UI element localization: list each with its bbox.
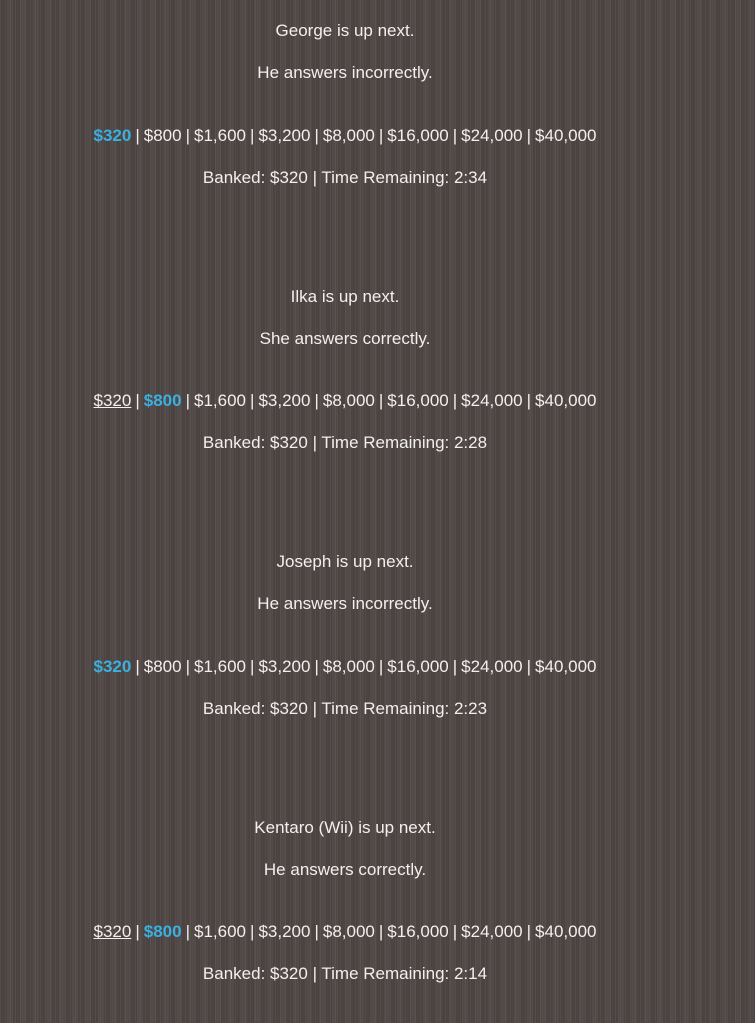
ladder-amount-banked: $320 [93,391,132,410]
ladder-separator: | [452,126,458,145]
ladder-amount-normal: $1,600 [194,657,247,676]
ladder-amount-normal: $24,000 [461,391,523,410]
ladder-amount-normal: $16,000 [387,126,449,145]
up-next-text: Joseph is up next. [276,552,414,571]
ladder-amount-normal: $1,600 [194,391,247,410]
answer-result-text: He answers correctly. [263,860,427,879]
ladder-amount-normal: $3,200 [258,126,311,145]
ladder-amount-normal: $40,000 [535,657,597,676]
banked-status: Banked: $320 | Time Remaining: 2:28 [202,433,488,452]
ladder-amount-normal: $24,000 [461,126,523,145]
ladder-amount-normal: $24,000 [461,922,523,941]
ladder-separator: | [185,657,191,676]
ladder-amount-normal: $1,600 [194,922,247,941]
ladder-separator: | [378,922,384,941]
ladder-amount-normal: $8,000 [322,391,375,410]
up-next-text: Ilka is up next. [290,287,400,306]
ladder-separator: | [135,657,140,676]
money-ladder [0,391,690,411]
ladder-separator: | [452,922,458,941]
ladder-amount-normal: $1,600 [194,126,247,145]
ladder-amount-normal: $16,000 [387,657,449,676]
ladder-separator: | [250,391,255,410]
ladder-separator: | [526,657,532,676]
ladder-separator: | [378,657,384,676]
ladder-separator: | [526,126,532,145]
answer-result-text: He answers incorrectly. [257,594,433,613]
ladder-separator: | [378,126,384,145]
ladder-amount-normal: $24,000 [461,657,523,676]
banked-status: Banked: $320 | Time Remaining: 2:23 [202,699,488,718]
ladder-amount-normal: $800 [143,126,182,145]
ladder-amount-normal: $16,000 [387,391,449,410]
money-ladder [0,657,690,677]
ladder-amount-normal: $40,000 [535,922,597,941]
ladder-amount-normal: $800 [143,657,182,676]
ladder-separator: | [452,657,458,676]
ladder-separator: | [314,126,319,145]
ladder-amount-normal: $8,000 [322,922,375,941]
ladder-amount-normal: $16,000 [387,922,449,941]
ladder-separator: | [314,922,319,941]
ladder-separator: | [185,922,191,941]
ladder-amount-normal: $3,200 [258,657,311,676]
ladder-separator: | [250,922,255,941]
money-ladder [0,922,690,942]
ladder-separator: | [526,922,532,941]
ladder-separator: | [250,657,255,676]
answer-result-text: He answers incorrectly. [257,63,433,82]
ladder-separator: | [135,126,140,145]
ladder-amount-normal: $3,200 [258,922,311,941]
ladder-separator: | [135,391,140,410]
banked-status: Banked: $320 | Time Remaining: 2:14 [202,964,488,983]
ladder-separator: | [378,391,384,410]
ladder-amount-normal: $8,000 [322,657,375,676]
ladder-amount-current: $320 [93,657,132,676]
ladder-amount-current: $800 [143,391,182,410]
ladder-amount-normal: $40,000 [535,126,597,145]
ladder-separator: | [526,391,532,410]
ladder-amount-normal: $40,000 [535,391,597,410]
ladder-amount-banked: $320 [93,922,132,941]
banked-status: Banked: $320 | Time Remaining: 2:34 [202,168,488,187]
up-next-text: Kentaro (Wii) is up next. [254,818,436,837]
ladder-separator: | [185,391,191,410]
ladder-separator: | [250,126,255,145]
answer-result-text: She answers correctly. [259,329,431,348]
ladder-separator: | [314,391,319,410]
ladder-amount-current: $800 [143,922,182,941]
up-next-text: George is up next. [275,21,415,40]
money-ladder [0,126,690,146]
ladder-separator: | [452,391,458,410]
ladder-amount-normal: $3,200 [258,391,311,410]
ladder-separator: | [135,922,140,941]
ladder-amount-normal: $8,000 [322,126,375,145]
ladder-separator: | [185,126,191,145]
ladder-separator: | [314,657,319,676]
ladder-amount-current: $320 [93,126,132,145]
